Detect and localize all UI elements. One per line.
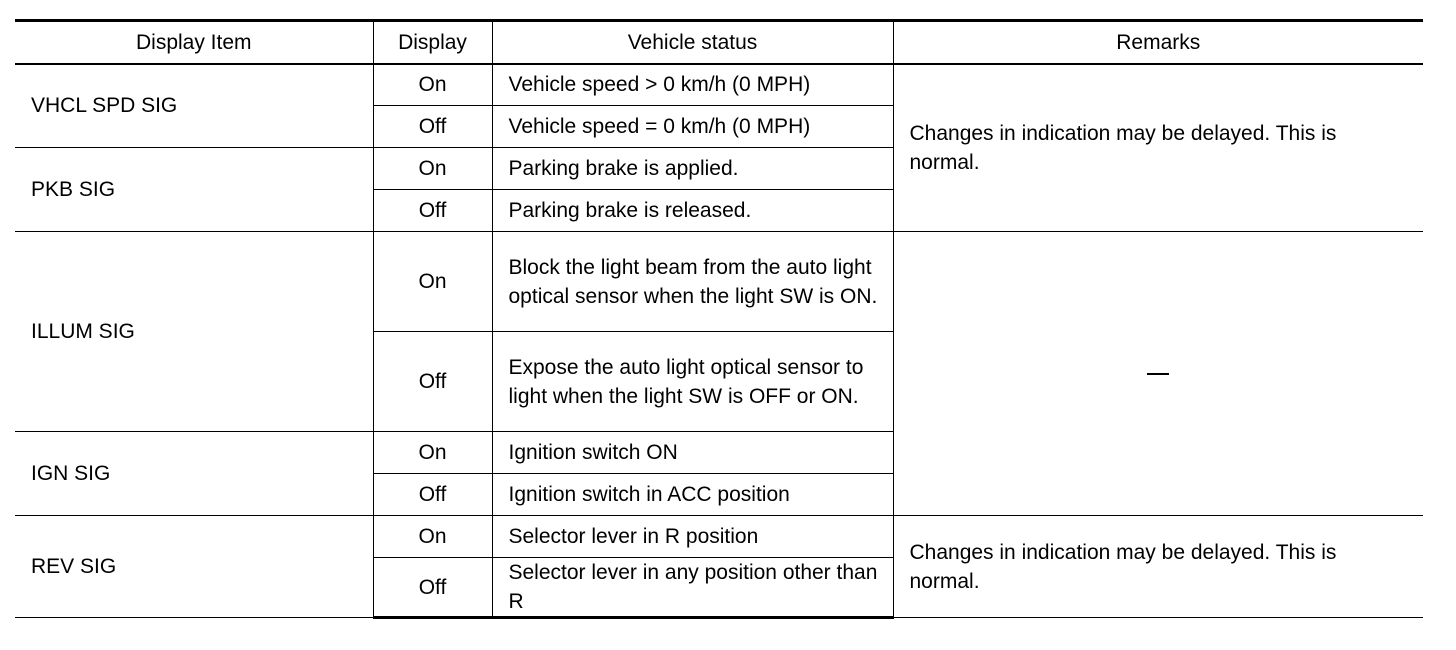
item-pkb-sig: PKB SIG	[15, 148, 373, 232]
header-display: Display	[373, 21, 492, 64]
item-vhcl-spd-sig: VHCL SPD SIG	[15, 64, 373, 148]
item-ign-sig: IGN SIG	[15, 432, 373, 516]
display-value: Off	[373, 332, 492, 432]
remarks-none	[893, 232, 1423, 516]
display-value: On	[373, 432, 492, 474]
vehicle-status: Parking brake is released.	[492, 190, 893, 232]
display-value: Off	[373, 474, 492, 516]
vehicle-status: Vehicle speed > 0 km/h (0 MPH)	[492, 64, 893, 106]
header-vehicle-status: Vehicle status	[492, 21, 893, 64]
vehicle-status: Block the light beam from the auto light optical sensor when the light SW is ON.	[492, 232, 893, 332]
item-rev-sig: REV SIG	[15, 516, 373, 618]
display-value: Off	[373, 190, 492, 232]
vehicle-status: Ignition switch in ACC position	[492, 474, 893, 516]
display-value: Off	[373, 558, 492, 618]
vehicle-status: Ignition switch ON	[492, 432, 893, 474]
dash-icon	[1147, 373, 1169, 375]
item-illum-sig: ILLUM SIG	[15, 232, 373, 432]
display-value: On	[373, 64, 492, 106]
vehicle-status: Selector lever in any position other than R	[492, 558, 893, 618]
vehicle-status: Parking brake is applied.	[492, 148, 893, 190]
remarks-speed-pkb: Changes in indication may be delayed. This is normal.	[893, 64, 1423, 232]
display-item-table	[15, 19, 1423, 619]
display-value: On	[373, 148, 492, 190]
table-row	[15, 64, 1423, 106]
header-display-item: Display Item	[15, 21, 373, 64]
header-row	[15, 21, 1423, 64]
display-value: Off	[373, 106, 492, 148]
header-remarks: Remarks	[893, 21, 1423, 64]
vehicle-status: Vehicle speed = 0 km/h (0 MPH)	[492, 106, 893, 148]
vehicle-status: Expose the auto light optical sensor to light when the light SW is OFF or ON.	[492, 332, 893, 432]
display-value: On	[373, 232, 492, 332]
display-value: On	[373, 516, 492, 558]
remarks-rev: Changes in indication may be delayed. This is normal.	[893, 516, 1423, 618]
vehicle-status: Selector lever in R position	[492, 516, 893, 558]
table-row	[15, 232, 1423, 332]
table-row	[15, 516, 1423, 558]
